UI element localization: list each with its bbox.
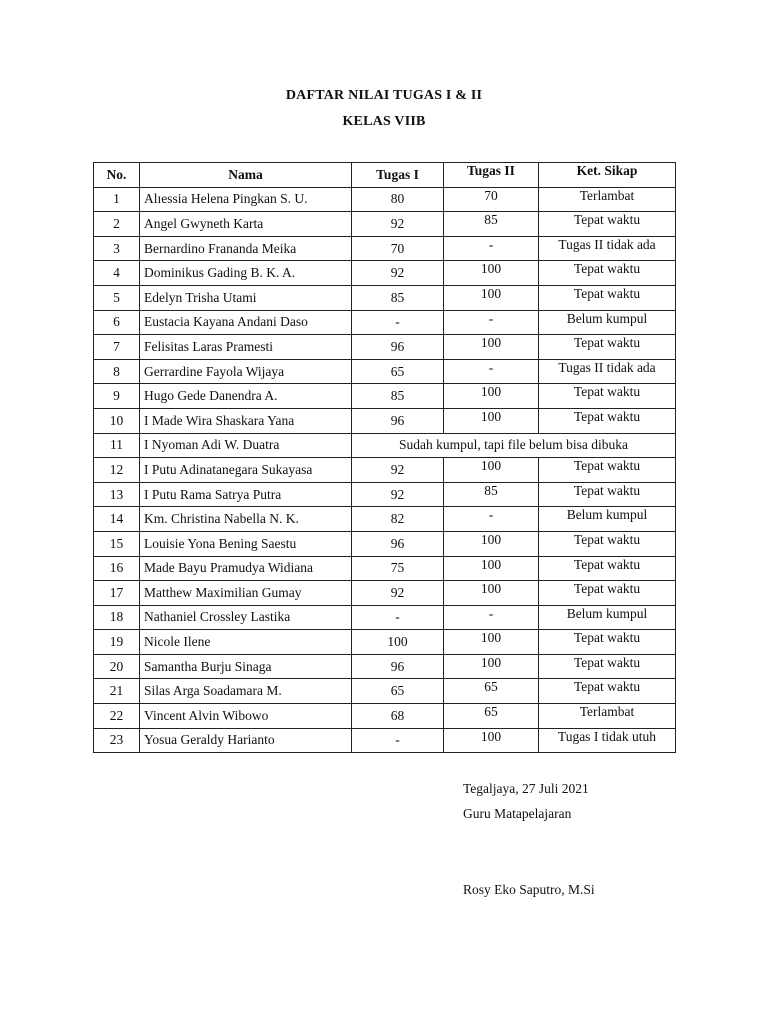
cell-no: 21 xyxy=(94,679,140,704)
cell-tugas2: 100 xyxy=(444,581,539,606)
table-row xyxy=(94,285,676,310)
cell-no: 6 xyxy=(94,310,140,335)
cell-nama: Hugo Gede Danendra A. xyxy=(140,384,352,409)
table-row xyxy=(94,384,676,409)
cell-tugas1: 92 xyxy=(352,458,444,483)
cell-tugas2: 100 xyxy=(444,556,539,581)
header-tugas1: Tugas I xyxy=(352,163,444,188)
header-nama: Nama xyxy=(140,163,352,188)
cell-ket-sikap: Tepat waktu xyxy=(539,630,676,655)
cell-ket-sikap: Tugas II tidak ada xyxy=(539,236,676,261)
document-subtitle: KELAS VIIB xyxy=(342,114,426,129)
cell-ket-sikap: Terlambat xyxy=(539,704,676,729)
cell-tugas1: 92 xyxy=(352,261,444,286)
cell-ket-sikap: Tepat waktu xyxy=(539,285,676,310)
cell-nama: I Putu Adinatanegara Sukayasa xyxy=(140,458,352,483)
cell-ket-sikap: Tugas I tidak utuh xyxy=(539,728,676,753)
table-row xyxy=(94,605,676,630)
cell-tugas1: 65 xyxy=(352,679,444,704)
table-row xyxy=(94,630,676,655)
cell-ket-sikap: Tugas II tidak ada xyxy=(539,359,676,384)
table-row xyxy=(94,359,676,384)
cell-tugas2: 100 xyxy=(444,285,539,310)
header-ket-sikap: Ket. Sikap xyxy=(539,163,676,188)
cell-ket-sikap: Tepat waktu xyxy=(539,531,676,556)
cell-no: 19 xyxy=(94,630,140,655)
cell-tugas1: 75 xyxy=(352,556,444,581)
cell-ket-sikap: Tepat waktu xyxy=(539,212,676,237)
cell-nama: I Nyoman Adi W. Duatra xyxy=(140,433,352,458)
cell-tugas2: - xyxy=(444,507,539,532)
cell-no: 15 xyxy=(94,531,140,556)
cell-tugas2: 65 xyxy=(444,704,539,729)
header-tugas2: Tugas II xyxy=(444,163,539,188)
cell-tugas1: 80 xyxy=(352,187,444,212)
cell-no: 3 xyxy=(94,236,140,261)
table-row xyxy=(94,335,676,360)
cell-ket-sikap: Tepat waktu xyxy=(539,261,676,286)
cell-ket-sikap: Tepat waktu xyxy=(539,384,676,409)
cell-tugas2: - xyxy=(444,359,539,384)
table-row xyxy=(94,482,676,507)
cell-ket-sikap: Belum kumpul xyxy=(539,507,676,532)
cell-tugas2: 100 xyxy=(444,630,539,655)
table-row xyxy=(94,458,676,483)
cell-nama: Eustacia Kayana Andani Daso xyxy=(140,310,352,335)
cell-nama: I Putu Rama Satrya Putra xyxy=(140,482,352,507)
cell-ket-sikap: Tepat waktu xyxy=(539,335,676,360)
cell-ket-sikap: Belum kumpul xyxy=(539,605,676,630)
cell-no: 16 xyxy=(94,556,140,581)
grades-table xyxy=(93,162,676,753)
cell-tugas2: - xyxy=(444,236,539,261)
cell-tugas1: 96 xyxy=(352,335,444,360)
cell-nama: Samantha Burju Sinaga xyxy=(140,654,352,679)
cell-tugas1: 92 xyxy=(352,212,444,237)
cell-ket-sikap: Tepat waktu xyxy=(539,654,676,679)
cell-nama: Louisie Yona Bening Saestu xyxy=(140,531,352,556)
table-row xyxy=(94,261,676,286)
cell-no: 17 xyxy=(94,581,140,606)
cell-ket-sikap: Tepat waktu xyxy=(539,556,676,581)
cell-no: 23 xyxy=(94,728,140,753)
cell-ket-sikap: Tepat waktu xyxy=(539,408,676,433)
table-row xyxy=(94,581,676,606)
cell-nama: Yosua Geraldy Harianto xyxy=(140,728,352,753)
cell-tugas1: 96 xyxy=(352,408,444,433)
cell-no: 10 xyxy=(94,408,140,433)
cell-nama: Edelyn Trisha Utami xyxy=(140,285,352,310)
cell-ket-sikap: Tepat waktu xyxy=(539,679,676,704)
cell-tugas1: 70 xyxy=(352,236,444,261)
cell-tugas2: 100 xyxy=(444,261,539,286)
cell-merged-note: Sudah kumpul, tapi file belum bisa dibuka xyxy=(352,433,676,458)
table-row xyxy=(94,408,676,433)
cell-no: 9 xyxy=(94,384,140,409)
cell-tugas1: 92 xyxy=(352,482,444,507)
cell-tugas2: 100 xyxy=(444,335,539,360)
cell-no: 14 xyxy=(94,507,140,532)
cell-tugas2: 70 xyxy=(444,187,539,212)
table-row xyxy=(94,679,676,704)
table-row xyxy=(94,212,676,237)
signature-name: Rosy Eko Saputro, M.Si xyxy=(463,882,595,897)
cell-ket-sikap: Tepat waktu xyxy=(539,581,676,606)
cell-tugas2: 85 xyxy=(444,212,539,237)
cell-no: 5 xyxy=(94,285,140,310)
cell-tugas1: 92 xyxy=(352,581,444,606)
table-row xyxy=(94,507,676,532)
cell-no: 2 xyxy=(94,212,140,237)
cell-no: 7 xyxy=(94,335,140,360)
cell-nama: Silas Arga Soadamara M. xyxy=(140,679,352,704)
table-row xyxy=(94,728,676,753)
cell-nama: Nicole Ilene xyxy=(140,630,352,655)
cell-tugas1: - xyxy=(352,728,444,753)
cell-tugas1: - xyxy=(352,605,444,630)
table-row xyxy=(94,704,676,729)
header-no: No. xyxy=(94,163,140,188)
cell-tugas1: 85 xyxy=(352,384,444,409)
cell-tugas2: 100 xyxy=(444,384,539,409)
cell-no: 8 xyxy=(94,359,140,384)
cell-tugas1: 100 xyxy=(352,630,444,655)
cell-no: 18 xyxy=(94,605,140,630)
cell-nama: Dominikus Gading B. K. A. xyxy=(140,261,352,286)
cell-tugas1: - xyxy=(352,310,444,335)
cell-tugas1: 65 xyxy=(352,359,444,384)
cell-ket-sikap: Belum kumpul xyxy=(539,310,676,335)
cell-no: 4 xyxy=(94,261,140,286)
table-row xyxy=(94,310,676,335)
table-row xyxy=(94,556,676,581)
cell-tugas1: 96 xyxy=(352,531,444,556)
cell-nama: Matthew Maximilian Gumay xyxy=(140,581,352,606)
cell-tugas1: 96 xyxy=(352,654,444,679)
cell-nama: Gerrardine Fayola Wijaya xyxy=(140,359,352,384)
cell-ket-sikap: Tepat waktu xyxy=(539,458,676,483)
cell-tugas2: 85 xyxy=(444,482,539,507)
cell-tugas2: 100 xyxy=(444,654,539,679)
cell-nama: Vincent Alvin Wibowo xyxy=(140,704,352,729)
table-row xyxy=(94,433,676,458)
cell-tugas1: 82 xyxy=(352,507,444,532)
cell-tugas2: 100 xyxy=(444,531,539,556)
cell-no: 22 xyxy=(94,704,140,729)
cell-ket-sikap: Terlambat xyxy=(539,187,676,212)
document-title: DAFTAR NILAI TUGAS I & II xyxy=(285,88,483,103)
table-body xyxy=(94,187,676,753)
cell-no: 12 xyxy=(94,458,140,483)
cell-no: 11 xyxy=(94,433,140,458)
cell-nama: Made Bayu Pramudya Widiana xyxy=(140,556,352,581)
table-row xyxy=(94,654,676,679)
cell-nama: Felisitas Laras Pramesti xyxy=(140,335,352,360)
cell-tugas1: 85 xyxy=(352,285,444,310)
cell-nama: Angel Gwyneth Karta xyxy=(140,212,352,237)
cell-nama: Km. Christina Nabella N. K. xyxy=(140,507,352,532)
table-row xyxy=(94,531,676,556)
cell-nama: Alıessia Helena Pingkan S. U. xyxy=(140,187,352,212)
cell-no: 20 xyxy=(94,654,140,679)
cell-tugas2: 100 xyxy=(444,458,539,483)
signature-role: Guru Matapelajaran xyxy=(463,806,572,821)
cell-nama: Bernardino Frananda Meika xyxy=(140,236,352,261)
cell-tugas2: 100 xyxy=(444,408,539,433)
cell-tugas2: 65 xyxy=(444,679,539,704)
cell-tugas2: - xyxy=(444,310,539,335)
cell-no: 13 xyxy=(94,482,140,507)
cell-tugas2: - xyxy=(444,605,539,630)
signature-place-date: Tegaljaya, 27 Juli 2021 xyxy=(463,781,589,796)
table-header-row xyxy=(94,163,676,188)
cell-nama: I Made Wira Shaskara Yana xyxy=(140,408,352,433)
table-row xyxy=(94,187,676,212)
cell-nama: Nathaniel Crossley Lastika xyxy=(140,605,352,630)
cell-ket-sikap: Tepat waktu xyxy=(539,482,676,507)
cell-no: 1 xyxy=(94,187,140,212)
cell-tugas2: 100 xyxy=(444,728,539,753)
table-row xyxy=(94,236,676,261)
cell-tugas1: 68 xyxy=(352,704,444,729)
